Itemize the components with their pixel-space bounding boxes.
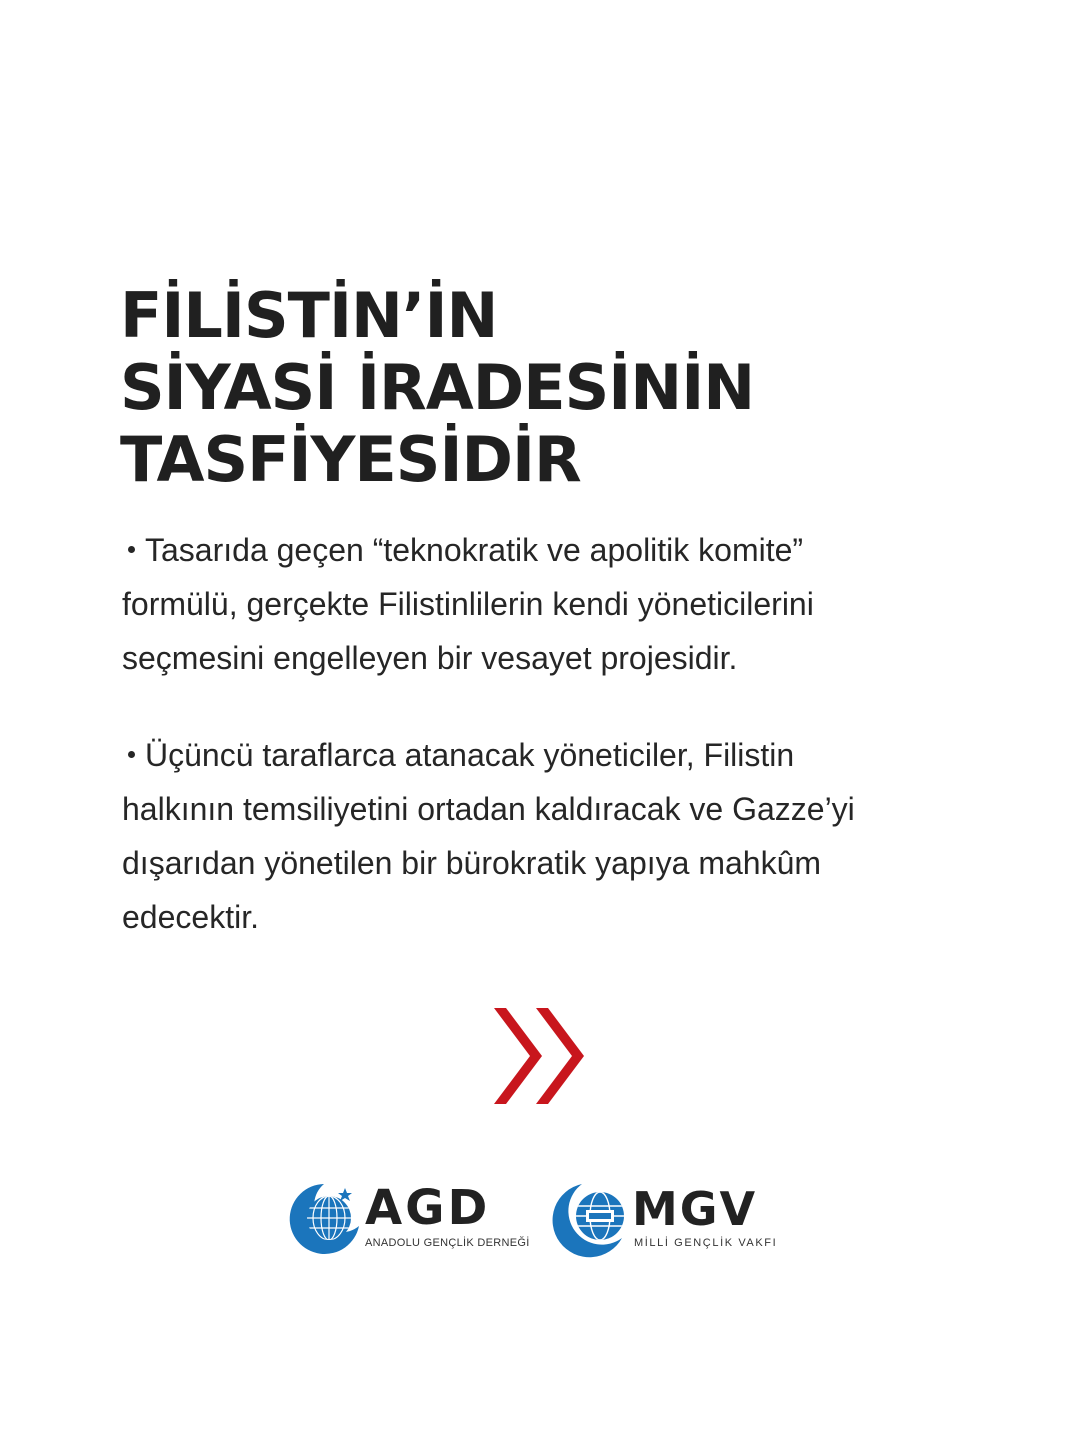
bullet-1-line-2: formülü, gerçekte Filistinlilerin kendi yöneticilerini xyxy=(122,586,814,622)
bullet-2-text-1: Üçüncü taraflarca atanacak yöneticiler, Filistin xyxy=(145,737,795,773)
bullet-2-line-1 xyxy=(122,728,982,782)
mgv-subtitle: MİLLİ GENÇLİK VAKFI xyxy=(634,1237,778,1249)
crescent-globe-icon xyxy=(285,1180,363,1258)
bullet-paragraph-1 xyxy=(122,523,982,685)
headline-line-2: SİYASİ İRADESİNİN xyxy=(120,351,755,424)
bullet-2-line-4: edecektir. xyxy=(122,899,259,935)
agd-wordmark: AGD xyxy=(365,1180,491,1236)
bullet-1-text-1: Tasarıda geçen “teknokratik ve apolitik komite” xyxy=(145,532,804,568)
headline-line-1: FİLİSTİN’İN xyxy=(120,279,498,352)
bullet-1-line-1 xyxy=(122,523,982,577)
bullet-1-line-3: seçmesini engelleyen bir vesayet projesidir. xyxy=(122,640,738,676)
bullet-dot-icon xyxy=(128,751,135,758)
headline xyxy=(120,280,980,496)
bullet-paragraph-2 xyxy=(122,728,982,944)
bullet-2-line-3: dışarıdan yönetilen bir bürokratik yapıya mahkûm xyxy=(122,845,822,881)
bullet-dot-icon xyxy=(128,546,135,553)
agd-subtitle: ANADOLU GENÇLİK DERNEĞİ xyxy=(365,1237,530,1249)
double-chevron-right-icon[interactable] xyxy=(490,1008,590,1104)
agd-logo xyxy=(285,1180,530,1260)
mgv-logo xyxy=(540,1180,805,1260)
headline-line-3: TASFİYESİDİR xyxy=(120,423,581,496)
bullet-2-line-2: halkının temsiliyetini ortadan kaldıracak ve Gazze’yi xyxy=(122,791,855,827)
logo-bar xyxy=(285,1180,805,1260)
mgv-wordmark: MGV xyxy=(632,1182,758,1236)
crescent-globe-icon xyxy=(540,1180,630,1260)
